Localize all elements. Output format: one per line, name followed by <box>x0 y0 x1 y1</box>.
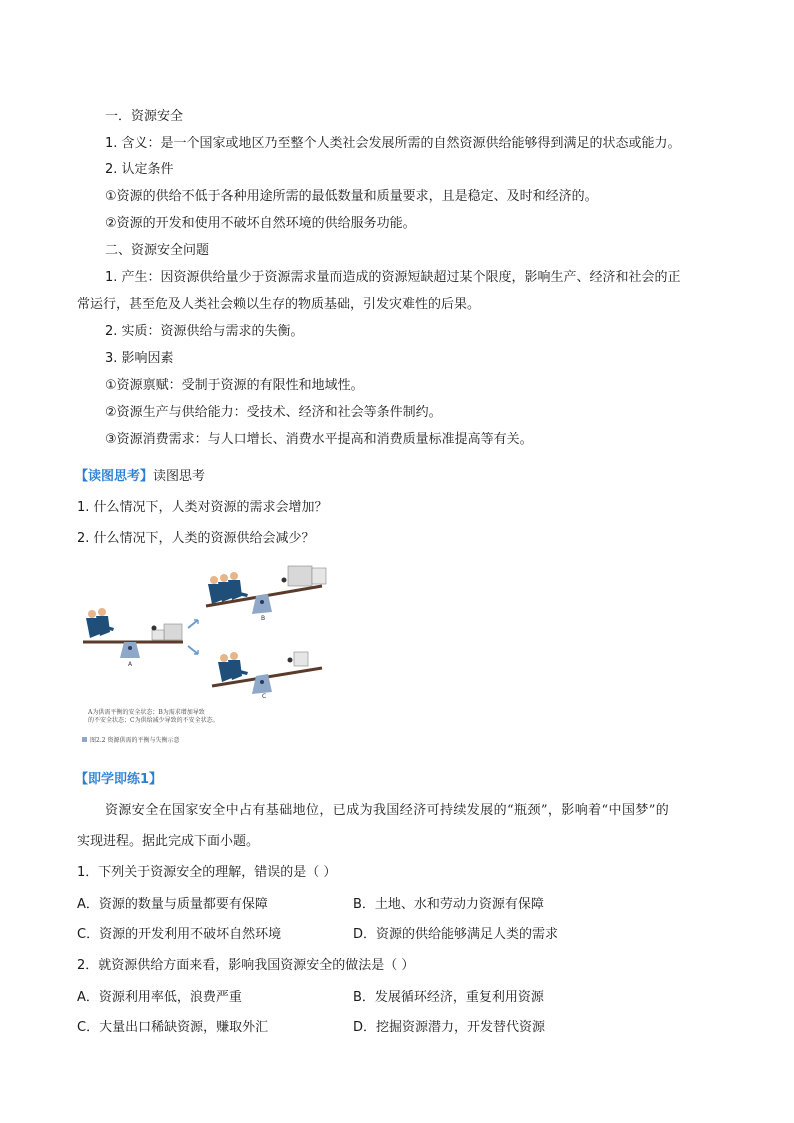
caption-line1: A为供需平衡的安全状态；B为需求增加导致 <box>88 709 205 716</box>
section1-item1: 1. 含义：是一个国家或地区乃至整个人类社会发展所需的自然资源供给能够得到满足的状态或能力。 <box>105 136 681 151</box>
figure-title-marker <box>82 737 87 742</box>
section1-item2-title: 2. 认定条件 <box>105 162 174 177</box>
practice-q1-b: B．土地、水和劳动力资源有保障 <box>353 897 544 912</box>
resource-balance-figure <box>80 562 340 762</box>
section2-item1-line2: 常运行，甚至危及人类社会赖以生存的物质基础，引发灾难性的后果。 <box>77 297 481 312</box>
practice-q1-d: D．资源的供给能够满足人类的需求 <box>353 927 559 942</box>
label-c: C <box>262 693 267 700</box>
scene-a <box>83 608 183 668</box>
section2-item1-line1: 1. 产生：因资源供给量少于资源需求量而造成的资源短缺超过某个限度，影响生产、经济和社会的正 <box>105 270 681 285</box>
practice-q2-d: D．挖掘资源潜力，开发替代资源 <box>353 1020 546 1035</box>
section1-item2-b: ②资源的开发和使用不破坏自然环境的供给服务功能。 <box>105 216 416 231</box>
scene-b <box>206 566 326 622</box>
arrow-up-icon <box>188 620 198 628</box>
practice-q1-a: A．资源的数量与质量都要有保障 <box>77 897 268 912</box>
section2-item3-title: 3. 影响因素 <box>105 351 174 366</box>
section2-item3-a: ①资源禀赋：受制于资源的有限性和地域性。 <box>105 378 364 393</box>
practice-q2-a: A．资源利用率低，浪费严重 <box>77 990 242 1005</box>
section1-item2-a: ①资源的供给不低于各种用途所需的最低数量和质量要求，且是稳定、及时和经济的。 <box>105 189 598 204</box>
arrows <box>188 620 198 654</box>
section1-heading: 一．资源安全 <box>105 109 184 124</box>
practice-q2: 2．就资源供给方面来看，影响我国资源安全的做法是（ ） <box>77 958 415 973</box>
practice-q2-c: C．大量出口稀缺资源，赚取外汇 <box>77 1020 269 1035</box>
resource-boxes-a-icon <box>152 624 183 640</box>
arrow-down-icon <box>188 646 198 654</box>
people-group-c-icon <box>218 652 248 682</box>
label-b: B <box>261 615 266 622</box>
read-map-title: 读图思考 <box>153 469 206 484</box>
section2-heading: 二、资源安全问题 <box>105 243 210 258</box>
resource-boxes-c-icon <box>288 652 309 666</box>
people-group-a-icon <box>86 608 114 638</box>
practice-q1-c: C．资源的开发利用不破坏自然环境 <box>77 927 282 942</box>
section2-item3-c: ③资源消费需求：与人口增长、消费水平提高和消费质量标准提高等有关。 <box>105 432 533 447</box>
caption-line2: 的不安全状态；C为供给减少导致的不安全状态。 <box>88 717 219 724</box>
label-a: A <box>128 661 133 668</box>
practice-q1: 1．下列关于资源安全的理解，错误的是（ ） <box>77 865 337 880</box>
read-map-tag: 【读图思考】 <box>75 469 154 484</box>
practice-intro-line2: 实现进程。据此完成下面小题。 <box>77 834 260 849</box>
read-map-q1: 1. 什么情况下，人类对资源的需求会增加？ <box>77 500 328 515</box>
practice-tag <box>75 771 162 789</box>
section2-item3-b: ②资源生产与供给能力：受技术、经济和社会等条件制约。 <box>105 405 442 420</box>
read-map-q2: 2. 什么情况下，人类的资源供给会减少？ <box>77 531 315 546</box>
figure-title: 图2.2 资源供需的平衡与失衡示意 <box>90 737 180 744</box>
read-map-heading <box>75 468 205 486</box>
practice-tag-text: 【即学即练1】 <box>75 772 163 787</box>
section2-item2: 2. 实质：资源供给与需求的失衡。 <box>105 324 304 339</box>
practice-intro-line1: 资源安全在国家安全中占有基础地位，已成为我国经济可持续发展的“瓶颈”，影响着“中国梦”的 <box>105 803 670 818</box>
practice-q2-b: B．发展循环经济，重复利用资源 <box>353 990 544 1005</box>
resource-boxes-b-icon <box>282 566 327 586</box>
scene-c <box>212 652 322 700</box>
